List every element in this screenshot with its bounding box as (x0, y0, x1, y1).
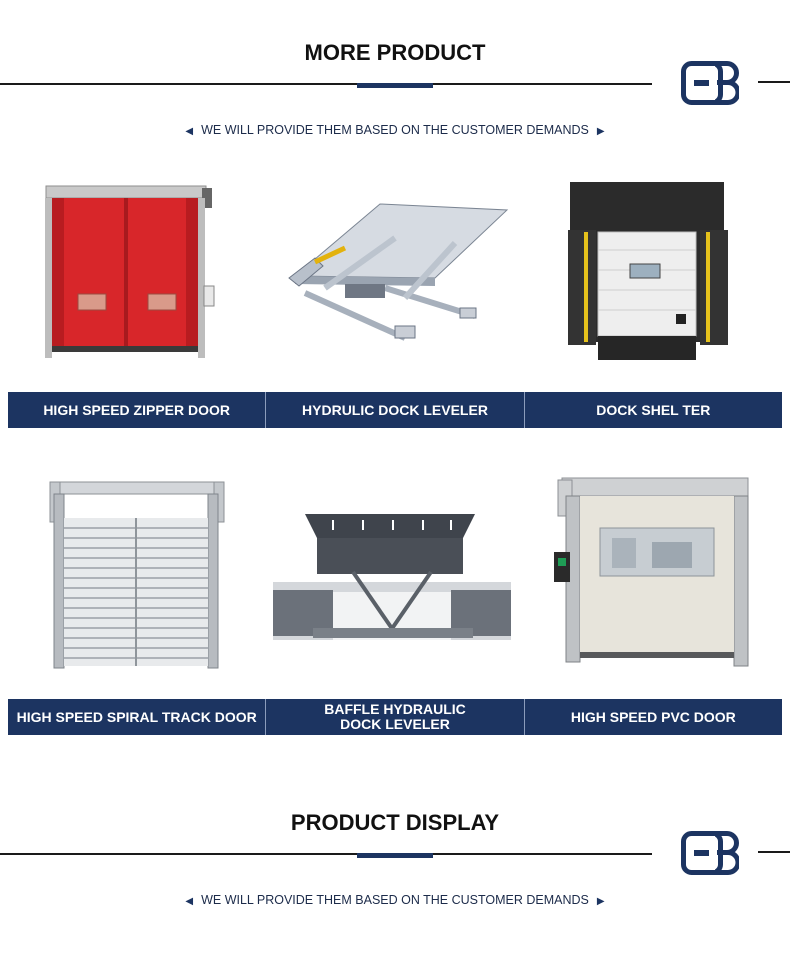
section-title: MORE PRODUCT (304, 40, 486, 65)
red-zipper-door-image[interactable] (40, 182, 220, 360)
dock-shelter-image[interactable] (568, 180, 728, 365)
triangle-left-icon: ◀ (185, 126, 194, 137)
label-baffle-hydraulic-dock-leveler[interactable]: BAFFLE HYDRAULIC DOCK LEVELER (265, 699, 523, 735)
label-high-speed-pvc-door[interactable]: HIGH SPEED PVC DOOR (524, 699, 782, 735)
dock-leveler-image[interactable] (285, 198, 510, 353)
baffle-dock-leveler-image[interactable] (273, 512, 511, 642)
more-product-header (0, 0, 790, 150)
label-high-speed-spiral-track-door[interactable]: HIGH SPEED SPIRAL TRACK DOOR (16, 708, 257, 725)
triangle-right-icon: ▶ (596, 896, 605, 907)
subtitle-text: WE WILL PROVIDE THEM BASED ON THE CUSTOMER DEMANDS (201, 123, 589, 137)
divider-accent (357, 83, 433, 88)
section-title: PRODUCT DISPLAY (290, 810, 500, 835)
label-dock-shelter[interactable]: DOCK SHEL TER (524, 392, 782, 428)
triangle-left-icon: ◀ (185, 896, 194, 907)
product-label-bar (8, 392, 782, 428)
divider-line (758, 81, 790, 83)
label-hydrulic-dock-leveler[interactable]: HYDRULIC DOCK LEVELER (265, 392, 523, 428)
eb-logo-icon (681, 831, 739, 875)
product-display-header (0, 770, 790, 920)
divider-line (758, 851, 790, 853)
divider-line (0, 83, 652, 85)
eb-logo-icon (681, 61, 739, 105)
spiral-track-door-image[interactable] (46, 478, 228, 670)
triangle-right-icon: ▶ (596, 126, 605, 137)
label-high-speed-zipper-door[interactable]: HIGH SPEED ZIPPER DOOR (43, 401, 231, 418)
product-label-bar (8, 699, 782, 735)
divider-line (0, 853, 652, 855)
section-subtitle (0, 893, 790, 907)
pvc-door-image[interactable] (552, 476, 752, 670)
divider-accent (357, 853, 433, 858)
section-subtitle (0, 123, 790, 137)
subtitle-text: WE WILL PROVIDE THEM BASED ON THE CUSTOMER DEMANDS (201, 893, 589, 907)
